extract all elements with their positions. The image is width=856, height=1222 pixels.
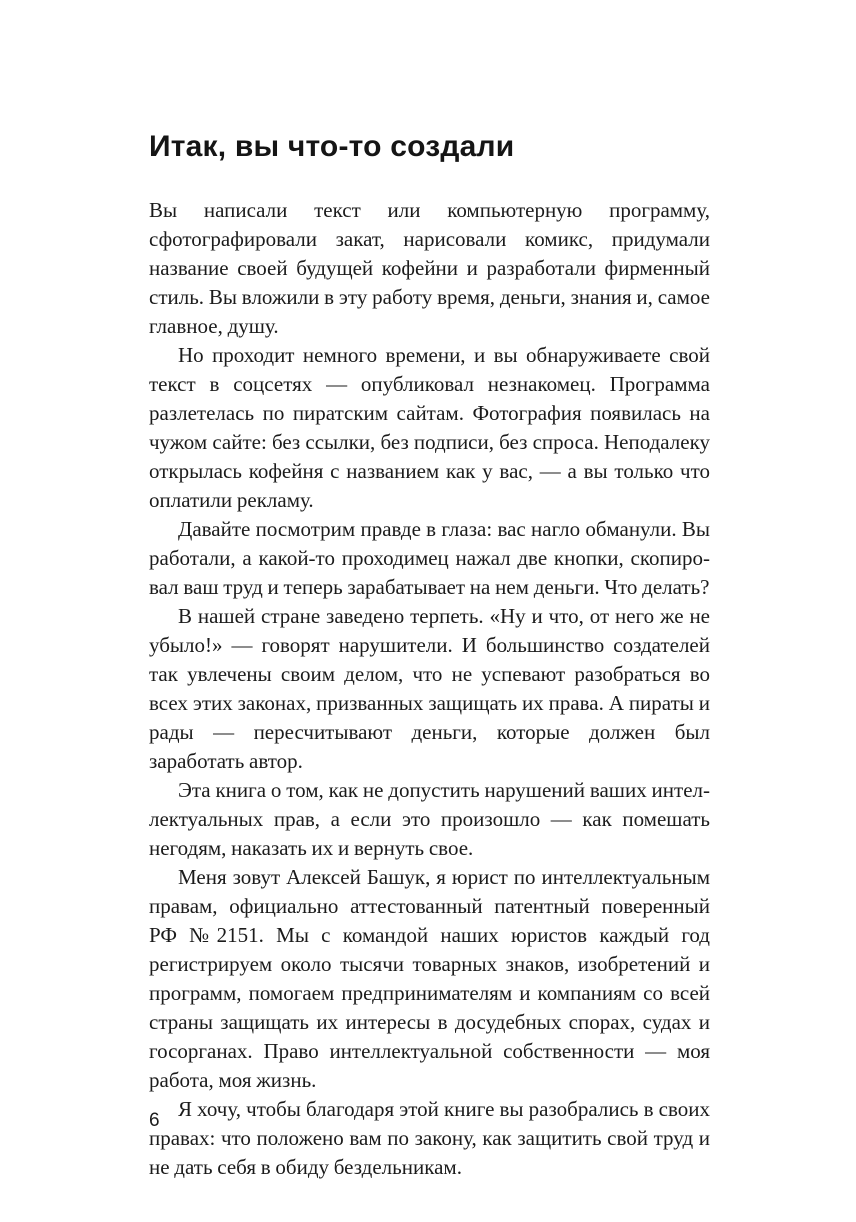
paragraph: Я хочу, чтобы благодаря этой книге вы разобрались в своих правах: что положено вам по закону, как защитить свой труд и не дать себя в обиду бездельникам.	[149, 1097, 710, 1179]
paragraph-intro: Вы написали текст или компьютерную программу, сфотографировали закат, нарисовали комикс, придумали название своей будущей кофейни и разработали фирменный стиль. Вы вложили в эту работу время, деньги, знания и, самое главное, душу.	[149, 198, 710, 338]
paragraph: В нашей стране заведено терпеть. «Ну и что, от него же не убыло!» — говорят нарушители. И большинство создателей так увлечены своим делом, что не успевают разобраться во всех этих законах, призванных защищать их права. А пираты и рады — пересчитывают деньги, которые должен был заработать автор.	[149, 604, 710, 773]
paragraph: Эта книга о том, как не допустить нарушений ваших интеллектуальных прав, а если это произошло — как помешать негодям, наказать их и вернуть свое.	[149, 778, 710, 860]
paragraph: Меня зовут Алексей Башук, я юрист по интеллектуальным правам, официально аттестованный патентный поверенный РФ №2151. Мы с командой наших юристов каждый год регистрируем около тысячи товарных знаков, изобретений и программ, помогаем предпринимателям и компаниям со всей страны защищать их интересы в досудебных спорах, судах и госорганах. Право интеллектуальной собственности — моя работа, моя жизнь.	[149, 865, 710, 1092]
page-content	[149, 130, 710, 1182]
paragraph: Но проходит немного времени, и вы обнаруживаете свой текст в соцсетях — опубликовал незнакомец. Программа разлетелась по пиратским сайтам. Фотография появилась на чужом сайте: без ссылки, без подписи, без спроса. Неподалеку открылась кофейня с названием как у вас, — а вы только что оплатили рекламу.	[149, 343, 710, 512]
page-number: 6	[149, 1110, 160, 1131]
paragraph: Давайте посмотрим правде в глаза: вас нагло обманули. Вы работали, а какой-то проходимец нажал две кнопки, скопировал ваш труд и теперь зарабатывает на нем деньги. Что делать?	[149, 517, 710, 599]
page-title: Итак, вы что-то создали	[149, 130, 515, 163]
